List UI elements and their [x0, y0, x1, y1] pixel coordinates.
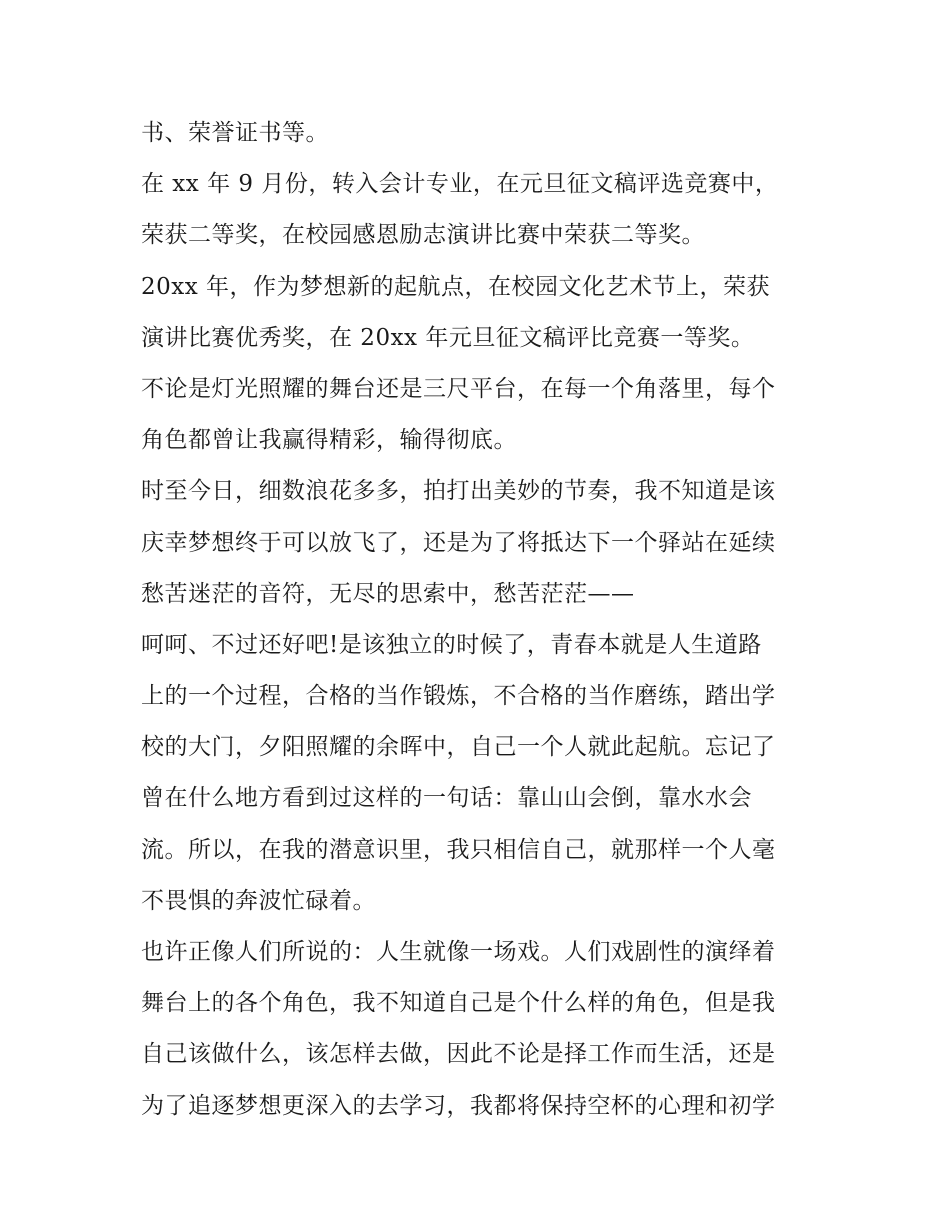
text-line: 20xx 年，作为梦想新的起航点，在校园文化艺术节上，荣获 — [141, 273, 771, 300]
text-line: 校的大门，夕阳照耀的余晖中，自己一个人就此起航。忘记了 — [141, 734, 776, 761]
paragraph — [141, 466, 821, 620]
paragraph — [141, 108, 821, 159]
paragraph — [141, 159, 821, 261]
paragraph — [141, 364, 821, 466]
text-line: 不畏惧的奔波忙碌着。 — [141, 887, 376, 914]
text-line: 曾在什么地方看到过这样的一句话：靠山山会倒，靠水水会 — [141, 785, 752, 812]
document-body — [141, 108, 821, 1132]
paragraph — [141, 262, 821, 364]
paragraph — [141, 927, 821, 1132]
text-line: 舞台上的各个角色，我不知道自己是个什么样的角色，但是我 — [141, 990, 776, 1017]
text-line: 呵呵、不过还好吧!是该独立的时候了，青春本就是人生道路 — [141, 631, 762, 658]
text-line: 为了追逐梦想更深入的去学习，我都将保持空杯的心理和初学 — [141, 1092, 776, 1119]
text-line: 流。所以，在我的潜意识里，我只相信自己，就那样一个人毫 — [141, 836, 776, 863]
text-line: 庆幸梦想终于可以放飞了，还是为了将抵达下一个驿站在延续 — [141, 529, 776, 556]
text-line: 书、荣誉证书等。 — [141, 120, 329, 146]
text-line: 自己该做什么，该怎样去做，因此不论是择工作而生活，还是 — [141, 1041, 776, 1068]
text-line: 上的一个过程，合格的当作锻炼，不合格的当作磨练，踏出学 — [141, 683, 776, 710]
text-line: 演讲比赛优秀奖，在 20xx 年元旦征文稿评比竞赛一等奖。 — [141, 324, 755, 351]
text-line: 荣获二等奖，在校园感恩励志演讲比赛中荣获二等奖。 — [141, 222, 705, 249]
text-line: 角色都曾让我赢得精彩，输得彻底。 — [141, 427, 517, 454]
text-line: 也许正像人们所说的：人生就像一场戏。人们戏剧性的演绎着 — [141, 939, 776, 965]
paragraph — [141, 620, 821, 927]
text-line: 不论是灯光照耀的舞台还是三尺平台，在每一个角落里，每个 — [141, 375, 776, 402]
text-line: 在 xx 年 9 月份，转入会计专业，在元旦征文稿评选竞赛中， — [141, 171, 779, 198]
text-line: 愁苦迷茫的音符，无尽的思索中，愁苦茫茫—— — [141, 580, 635, 607]
text-line: 时至今日，细数浪花多多，拍打出美妙的节奏，我不知道是该 — [141, 478, 776, 505]
